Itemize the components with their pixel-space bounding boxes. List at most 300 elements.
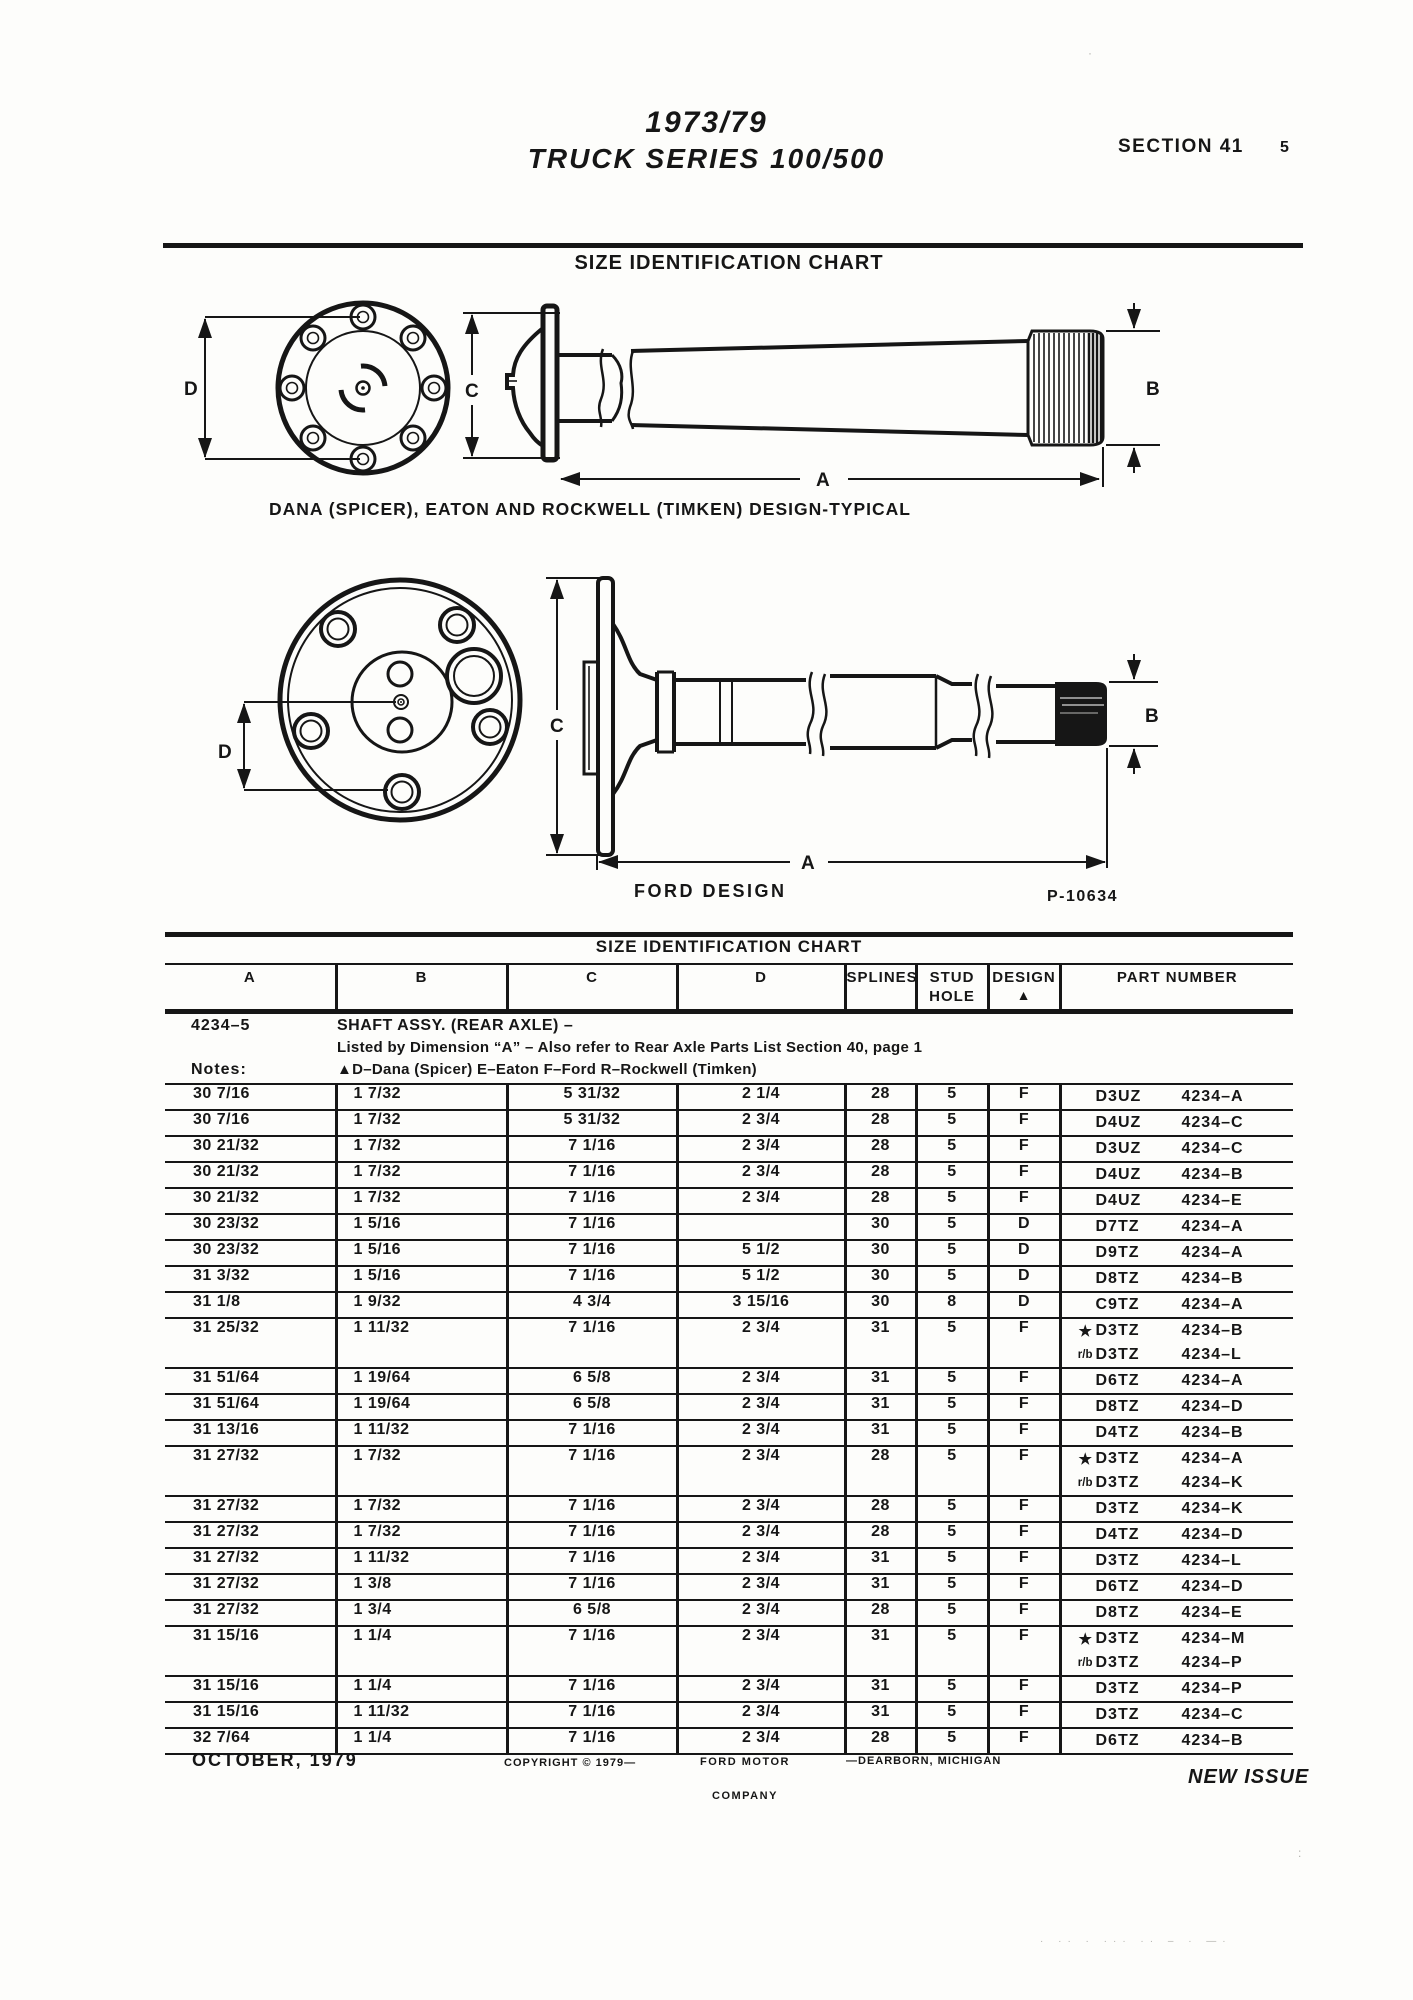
cell-splines: 31 bbox=[845, 1702, 916, 1728]
cell-b: 1 7/32 bbox=[336, 1162, 507, 1188]
dim-label-b: B bbox=[1145, 706, 1159, 727]
cell-part-number bbox=[1060, 1496, 1293, 1522]
part-number bbox=[1062, 1549, 1294, 1573]
header-rule bbox=[163, 243, 1303, 248]
cell-c: 7 1/16 bbox=[507, 1214, 677, 1240]
table-row bbox=[165, 1368, 1293, 1394]
scan-artifact: · bbox=[1088, 46, 1092, 60]
part-prefix: D3UZ bbox=[1095, 1140, 1142, 1157]
star-marker: ★ bbox=[1078, 1323, 1093, 1340]
cell-a: 30 7/16 bbox=[165, 1085, 336, 1110]
cell-stud: 5 bbox=[916, 1574, 988, 1600]
table-row bbox=[165, 1446, 1293, 1496]
cell-b: 1 7/32 bbox=[336, 1446, 507, 1496]
table-row bbox=[165, 1676, 1293, 1702]
part-suffix: 4234–K bbox=[1181, 1500, 1244, 1517]
cell-splines: 28 bbox=[845, 1110, 916, 1136]
part-number bbox=[1062, 1369, 1294, 1393]
cell-a: 30 23/32 bbox=[165, 1240, 336, 1266]
cell-part-number bbox=[1060, 1626, 1293, 1676]
cell-part-number bbox=[1060, 1702, 1293, 1728]
table-row bbox=[165, 1574, 1293, 1600]
table-row bbox=[165, 1626, 1293, 1676]
diagram-dana-eaton-rockwell-axle bbox=[160, 293, 1170, 553]
cell-part-number bbox=[1060, 1676, 1293, 1702]
cell-splines: 28 bbox=[845, 1085, 916, 1110]
spline-end bbox=[1028, 331, 1103, 445]
cell-d: 2 3/4 bbox=[677, 1626, 845, 1676]
cell-a: 31 27/32 bbox=[165, 1574, 336, 1600]
cell-a: 31 51/64 bbox=[165, 1394, 336, 1420]
cell-design: F bbox=[988, 1728, 1060, 1754]
hub-detail bbox=[352, 649, 501, 752]
table-title: SIZE IDENTIFICATION CHART bbox=[595, 937, 863, 956]
page-number: 5 bbox=[1280, 139, 1289, 156]
part-number bbox=[1062, 1447, 1294, 1471]
axle-shaft bbox=[613, 624, 1057, 794]
cell-design: F bbox=[988, 1600, 1060, 1626]
cell-a: 31 1/8 bbox=[165, 1292, 336, 1318]
part-number bbox=[1062, 1189, 1294, 1213]
cell-d: 2 3/4 bbox=[677, 1574, 845, 1600]
cell-stud: 5 bbox=[916, 1394, 988, 1420]
cell-c: 5 31/32 bbox=[507, 1085, 677, 1110]
part-number bbox=[1062, 1497, 1294, 1521]
dimension-a bbox=[561, 447, 1103, 491]
cell-d: 2 3/4 bbox=[677, 1522, 845, 1548]
cell-c: 7 1/16 bbox=[507, 1240, 677, 1266]
cell-stud: 5 bbox=[916, 1600, 988, 1626]
flange-side-view bbox=[584, 578, 613, 855]
table-group-header bbox=[165, 1014, 1293, 1085]
part-suffix: 4234–A bbox=[1181, 1088, 1244, 1105]
cell-c: 7 1/16 bbox=[507, 1266, 677, 1292]
cell-b: 1 1/4 bbox=[336, 1676, 507, 1702]
part-suffix: 4234–B bbox=[1181, 1732, 1244, 1749]
cell-part-number bbox=[1060, 1110, 1293, 1136]
cell-b: 1 7/32 bbox=[336, 1136, 507, 1162]
cell-d: 3 15/16 bbox=[677, 1292, 845, 1318]
cell-design: F bbox=[988, 1626, 1060, 1676]
cell-d: 2 3/4 bbox=[677, 1136, 845, 1162]
column-header-splines: SPLINES bbox=[845, 964, 916, 1009]
cell-a: 31 27/32 bbox=[165, 1548, 336, 1574]
cell-a: 31 27/32 bbox=[165, 1496, 336, 1522]
cell-design: F bbox=[988, 1574, 1060, 1600]
cell-design: F bbox=[988, 1085, 1060, 1110]
table-row bbox=[165, 1136, 1293, 1162]
part-prefix: D3TZ bbox=[1095, 1680, 1140, 1697]
diagram-ford-axle bbox=[160, 562, 1170, 907]
cell-splines: 31 bbox=[845, 1548, 916, 1574]
cell-a: 30 23/32 bbox=[165, 1214, 336, 1240]
cell-splines: 28 bbox=[845, 1728, 916, 1754]
cell-stud: 5 bbox=[916, 1496, 988, 1522]
part-number bbox=[1062, 1627, 1294, 1651]
cell-part-number bbox=[1060, 1446, 1293, 1496]
table-row bbox=[165, 1188, 1293, 1214]
dim-label-c: C bbox=[550, 716, 564, 737]
part-prefix: D8TZ bbox=[1095, 1604, 1140, 1621]
cell-b: 1 11/32 bbox=[336, 1702, 507, 1728]
cell-c: 7 1/16 bbox=[507, 1420, 677, 1446]
cell-part-number bbox=[1060, 1368, 1293, 1394]
cell-design: F bbox=[988, 1188, 1060, 1214]
cell-design: F bbox=[988, 1394, 1060, 1420]
cell-b: 1 11/32 bbox=[336, 1318, 507, 1368]
part-prefix: D4TZ bbox=[1095, 1526, 1140, 1543]
cell-a: 30 21/32 bbox=[165, 1188, 336, 1214]
cell-design: F bbox=[988, 1522, 1060, 1548]
part-prefix: D3TZ bbox=[1095, 1706, 1140, 1723]
part-prefix: D3TZ bbox=[1095, 1450, 1140, 1467]
cell-stud: 5 bbox=[916, 1318, 988, 1368]
dimension-c bbox=[546, 578, 612, 855]
footer-issue-status: NEW ISSUE bbox=[1188, 1766, 1310, 1788]
part-suffix: 4234–C bbox=[1181, 1114, 1244, 1131]
table-row bbox=[165, 1600, 1293, 1626]
table-header bbox=[165, 963, 1293, 1009]
cell-a: 31 27/32 bbox=[165, 1522, 336, 1548]
cell-splines: 28 bbox=[845, 1600, 916, 1626]
table-row bbox=[165, 1266, 1293, 1292]
cell-d: 2 3/4 bbox=[677, 1728, 845, 1754]
table-row bbox=[165, 1162, 1293, 1188]
part-prefix: D8TZ bbox=[1095, 1398, 1140, 1415]
cell-c: 7 1/16 bbox=[507, 1496, 677, 1522]
part-number bbox=[1062, 1137, 1294, 1161]
cell-part-number bbox=[1060, 1240, 1293, 1266]
part-number bbox=[1062, 1523, 1294, 1547]
cell-splines: 30 bbox=[845, 1214, 916, 1240]
table-row bbox=[165, 1318, 1293, 1368]
part-prefix: D3TZ bbox=[1095, 1630, 1140, 1647]
cell-design: F bbox=[988, 1136, 1060, 1162]
cell-b: 1 19/64 bbox=[336, 1368, 507, 1394]
part-number bbox=[1062, 1471, 1294, 1495]
diagram1-caption: DANA (SPICER), EATON AND ROCKWELL (TIMKEN) DESIGN-TYPICAL bbox=[269, 499, 911, 519]
group-subtitle-row bbox=[165, 1039, 1293, 1061]
cell-c: 7 1/16 bbox=[507, 1522, 677, 1548]
cell-splines: 31 bbox=[845, 1368, 916, 1394]
group-code: 4234–5 bbox=[191, 1017, 251, 1034]
part-prefix: D7TZ bbox=[1095, 1218, 1140, 1235]
part-suffix: 4234–P bbox=[1181, 1680, 1243, 1697]
cell-d: 2 3/4 bbox=[677, 1702, 845, 1728]
part-prefix: D3TZ bbox=[1095, 1474, 1140, 1491]
group-title: SHAFT ASSY. (REAR AXLE) – bbox=[337, 1017, 574, 1034]
cell-splines: 28 bbox=[845, 1522, 916, 1548]
table-row bbox=[165, 1110, 1293, 1136]
cell-part-number bbox=[1060, 1085, 1293, 1110]
part-number bbox=[1062, 1421, 1294, 1445]
figure-number: P-10634 bbox=[1047, 888, 1118, 905]
part-prefix: D3TZ bbox=[1095, 1346, 1140, 1363]
part-suffix: 4234–A bbox=[1181, 1372, 1244, 1389]
cell-part-number bbox=[1060, 1318, 1293, 1368]
cell-d: 2 3/4 bbox=[677, 1394, 845, 1420]
cell-part-number bbox=[1060, 1136, 1293, 1162]
cell-splines: 31 bbox=[845, 1394, 916, 1420]
cell-design: D bbox=[988, 1214, 1060, 1240]
cell-splines: 30 bbox=[845, 1240, 916, 1266]
cell-stud: 5 bbox=[916, 1368, 988, 1394]
cell-stud: 5 bbox=[916, 1162, 988, 1188]
part-number bbox=[1062, 1267, 1294, 1291]
group-code-spacer bbox=[165, 1039, 337, 1061]
cell-b: 1 7/32 bbox=[336, 1085, 507, 1110]
cell-part-number bbox=[1060, 1214, 1293, 1240]
footer-company-line2: COMPANY bbox=[712, 1790, 778, 1802]
cell-part-number bbox=[1060, 1548, 1293, 1574]
cell-d: 2 3/4 bbox=[677, 1446, 845, 1496]
cell-c: 7 1/16 bbox=[507, 1548, 677, 1574]
cell-splines: 31 bbox=[845, 1676, 916, 1702]
cell-c: 5 31/32 bbox=[507, 1110, 677, 1136]
cell-d: 2 3/4 bbox=[677, 1368, 845, 1394]
part-number bbox=[1062, 1343, 1294, 1367]
column-header-design: DESIGN ▲ bbox=[988, 964, 1060, 1009]
cell-b: 1 11/32 bbox=[336, 1420, 507, 1446]
cell-d: 2 3/4 bbox=[677, 1420, 845, 1446]
footer-date: OCTOBER, 1979 bbox=[192, 1750, 358, 1770]
part-number bbox=[1062, 1085, 1294, 1109]
cell-a: 31 27/32 bbox=[165, 1600, 336, 1626]
cell-a: 30 21/32 bbox=[165, 1136, 336, 1162]
part-number bbox=[1062, 1601, 1294, 1625]
cell-stud: 5 bbox=[916, 1188, 988, 1214]
part-suffix: 4234–L bbox=[1181, 1346, 1242, 1363]
part-suffix: 4234–M bbox=[1181, 1630, 1246, 1647]
cell-design: F bbox=[988, 1368, 1060, 1394]
footer-copyright: COPYRIGHT © 1979— bbox=[504, 1757, 637, 1769]
part-prefix: D4UZ bbox=[1095, 1192, 1142, 1209]
cell-design: D bbox=[988, 1266, 1060, 1292]
cell-c: 7 1/16 bbox=[507, 1728, 677, 1754]
dim-label-b: B bbox=[1146, 379, 1160, 400]
cell-a: 31 15/16 bbox=[165, 1626, 336, 1676]
column-header-part-number: PART NUMBER bbox=[1060, 964, 1293, 1009]
table-row bbox=[165, 1394, 1293, 1420]
cell-d bbox=[677, 1214, 845, 1240]
cell-c: 7 1/16 bbox=[507, 1574, 677, 1600]
part-number bbox=[1062, 1677, 1294, 1701]
table-row bbox=[165, 1214, 1293, 1240]
cell-d: 2 3/4 bbox=[677, 1110, 845, 1136]
part-number bbox=[1062, 1215, 1294, 1239]
column-header-a: A bbox=[243, 969, 256, 986]
cell-c: 6 5/8 bbox=[507, 1394, 677, 1420]
cell-b: 1 5/16 bbox=[336, 1240, 507, 1266]
cell-a: 31 15/16 bbox=[165, 1702, 336, 1728]
cell-stud: 5 bbox=[916, 1702, 988, 1728]
doc-title-series: TRUCK SERIES 100/500 bbox=[527, 143, 886, 174]
cell-b: 1 7/32 bbox=[336, 1522, 507, 1548]
table-row bbox=[165, 1085, 1293, 1110]
cell-stud: 5 bbox=[916, 1548, 988, 1574]
cell-stud: 5 bbox=[916, 1110, 988, 1136]
pilot-hole bbox=[447, 649, 501, 703]
part-prefix: D4UZ bbox=[1095, 1166, 1142, 1183]
cell-part-number bbox=[1060, 1728, 1293, 1754]
part-suffix: 4234–D bbox=[1181, 1578, 1244, 1595]
group-subtitle: Listed by Dimension “A” – Also refer to Rear Axle Parts List Section 40, page 1 bbox=[337, 1039, 923, 1056]
part-suffix: 4234–E bbox=[1181, 1192, 1243, 1209]
cell-c: 6 5/8 bbox=[507, 1368, 677, 1394]
cell-stud: 5 bbox=[916, 1420, 988, 1446]
cell-design: F bbox=[988, 1676, 1060, 1702]
part-number bbox=[1062, 1703, 1294, 1727]
part-number bbox=[1062, 1575, 1294, 1599]
cell-part-number bbox=[1060, 1522, 1293, 1548]
dim-label-d: D bbox=[184, 379, 198, 400]
cell-a: 31 27/32 bbox=[165, 1446, 336, 1496]
cell-b: 1 1/4 bbox=[336, 1728, 507, 1754]
replaced-by-marker: r/b bbox=[1077, 1477, 1093, 1489]
part-prefix: C9TZ bbox=[1095, 1296, 1140, 1313]
size-identification-table bbox=[165, 932, 1293, 1755]
part-suffix: 4234–P bbox=[1181, 1654, 1243, 1671]
part-number bbox=[1062, 1163, 1294, 1187]
masthead bbox=[528, 106, 885, 175]
part-prefix: D4TZ bbox=[1095, 1424, 1140, 1441]
cell-design: F bbox=[988, 1496, 1060, 1522]
flange-face-view bbox=[280, 580, 520, 820]
cell-stud: 5 bbox=[916, 1728, 988, 1754]
cell-splines: 28 bbox=[845, 1136, 916, 1162]
part-prefix: D9TZ bbox=[1095, 1244, 1140, 1261]
cell-design: F bbox=[988, 1162, 1060, 1188]
dim-label-a: A bbox=[801, 853, 815, 874]
cell-a: 31 25/32 bbox=[165, 1318, 336, 1368]
cell-d: 2 3/4 bbox=[677, 1162, 845, 1188]
flange-face-view bbox=[278, 303, 448, 473]
scan-artifact: · ·· · ··· ·· – · —· bbox=[1040, 1936, 1232, 1947]
cell-c: 7 1/16 bbox=[507, 1188, 677, 1214]
part-suffix: 4234–B bbox=[1181, 1322, 1244, 1339]
table-row bbox=[165, 1420, 1293, 1446]
group-title-row bbox=[165, 1017, 1293, 1039]
column-header-c: C bbox=[507, 964, 677, 1009]
part-prefix: D6TZ bbox=[1095, 1732, 1140, 1749]
diagram2-caption: FORD DESIGN bbox=[634, 881, 787, 901]
cell-b: 1 19/64 bbox=[336, 1394, 507, 1420]
cell-part-number bbox=[1060, 1574, 1293, 1600]
part-suffix: 4234–C bbox=[1181, 1140, 1244, 1157]
cell-c: 7 1/16 bbox=[507, 1446, 677, 1496]
column-header-d: D bbox=[677, 964, 845, 1009]
part-suffix: 4234–D bbox=[1181, 1526, 1244, 1543]
part-suffix: 4234–B bbox=[1181, 1166, 1244, 1183]
part-suffix: 4234–A bbox=[1181, 1450, 1244, 1467]
cell-b: 1 9/32 bbox=[336, 1292, 507, 1318]
dim-label-d: D bbox=[218, 742, 232, 763]
cell-splines: 31 bbox=[845, 1420, 916, 1446]
part-suffix: 4234–L bbox=[1181, 1552, 1242, 1569]
cell-part-number bbox=[1060, 1600, 1293, 1626]
replaced-by-marker: r/b bbox=[1077, 1349, 1093, 1361]
cell-a: 31 3/32 bbox=[165, 1266, 336, 1292]
doc-title-years: 1973/79 bbox=[645, 106, 768, 139]
cell-c: 7 1/16 bbox=[507, 1626, 677, 1676]
cell-a: 31 51/64 bbox=[165, 1368, 336, 1394]
hub-detail bbox=[338, 365, 388, 410]
part-prefix: D6TZ bbox=[1095, 1578, 1140, 1595]
part-suffix: 4234–A bbox=[1181, 1296, 1244, 1313]
cell-a: 31 15/16 bbox=[165, 1676, 336, 1702]
cell-d: 5 1/2 bbox=[677, 1266, 845, 1292]
part-number bbox=[1062, 1729, 1294, 1753]
part-suffix: 4234–B bbox=[1181, 1270, 1244, 1287]
cell-c: 4 3/4 bbox=[507, 1292, 677, 1318]
part-prefix: D3TZ bbox=[1095, 1654, 1140, 1671]
cell-b: 1 7/32 bbox=[336, 1110, 507, 1136]
star-marker: ★ bbox=[1078, 1451, 1093, 1468]
cell-a: 32 7/64 bbox=[165, 1728, 336, 1754]
replaced-by-marker: r/b bbox=[1077, 1657, 1093, 1669]
part-number bbox=[1062, 1111, 1294, 1135]
cell-design: F bbox=[988, 1318, 1060, 1368]
notes-label: Notes: bbox=[191, 1061, 247, 1078]
cell-stud: 5 bbox=[916, 1136, 988, 1162]
part-suffix: 4234–C bbox=[1181, 1706, 1244, 1723]
table-row bbox=[165, 1548, 1293, 1574]
part-number bbox=[1062, 1319, 1294, 1343]
cell-stud: 5 bbox=[916, 1240, 988, 1266]
cell-design: F bbox=[988, 1420, 1060, 1446]
cell-part-number bbox=[1060, 1420, 1293, 1446]
cell-splines: 31 bbox=[845, 1626, 916, 1676]
cell-d: 2 1/4 bbox=[677, 1085, 845, 1110]
cell-design: F bbox=[988, 1548, 1060, 1574]
table-row bbox=[165, 1240, 1293, 1266]
cell-design: F bbox=[988, 1446, 1060, 1496]
notes-row bbox=[165, 1061, 1293, 1083]
dimension-a bbox=[597, 748, 1107, 874]
dim-label-a: A bbox=[816, 470, 830, 491]
section-label: SECTION 41 bbox=[1118, 136, 1244, 157]
cell-design: F bbox=[988, 1110, 1060, 1136]
part-suffix: 4234–D bbox=[1181, 1398, 1244, 1415]
cell-d: 2 3/4 bbox=[677, 1188, 845, 1214]
spline-hatching-dense bbox=[1089, 332, 1101, 444]
part-prefix: D8TZ bbox=[1095, 1270, 1140, 1287]
part-suffix: 4234–A bbox=[1181, 1244, 1244, 1261]
notes-text: ▲D–Dana (Spicer) E–Eaton F–Ford R–Rockwell (Timken) bbox=[337, 1061, 757, 1078]
table-row bbox=[165, 1496, 1293, 1522]
part-suffix: 4234–E bbox=[1181, 1604, 1243, 1621]
cell-d: 2 3/4 bbox=[677, 1600, 845, 1626]
cell-c: 7 1/16 bbox=[507, 1318, 677, 1368]
cell-part-number bbox=[1060, 1394, 1293, 1420]
cell-d: 2 3/4 bbox=[677, 1496, 845, 1522]
cell-b: 1 3/8 bbox=[336, 1574, 507, 1600]
cell-design: D bbox=[988, 1292, 1060, 1318]
column-header-row bbox=[165, 964, 1293, 1009]
dimension-b bbox=[1109, 654, 1159, 774]
cell-splines: 28 bbox=[845, 1496, 916, 1522]
table-body bbox=[165, 1085, 1293, 1755]
part-number bbox=[1062, 1293, 1294, 1317]
cell-splines: 30 bbox=[845, 1266, 916, 1292]
cell-d: 2 3/4 bbox=[677, 1318, 845, 1368]
cell-splines: 28 bbox=[845, 1188, 916, 1214]
part-number bbox=[1062, 1395, 1294, 1419]
dim-label-c: C bbox=[465, 381, 479, 402]
cell-part-number bbox=[1060, 1162, 1293, 1188]
cell-c: 7 1/16 bbox=[507, 1676, 677, 1702]
part-number bbox=[1062, 1241, 1294, 1265]
